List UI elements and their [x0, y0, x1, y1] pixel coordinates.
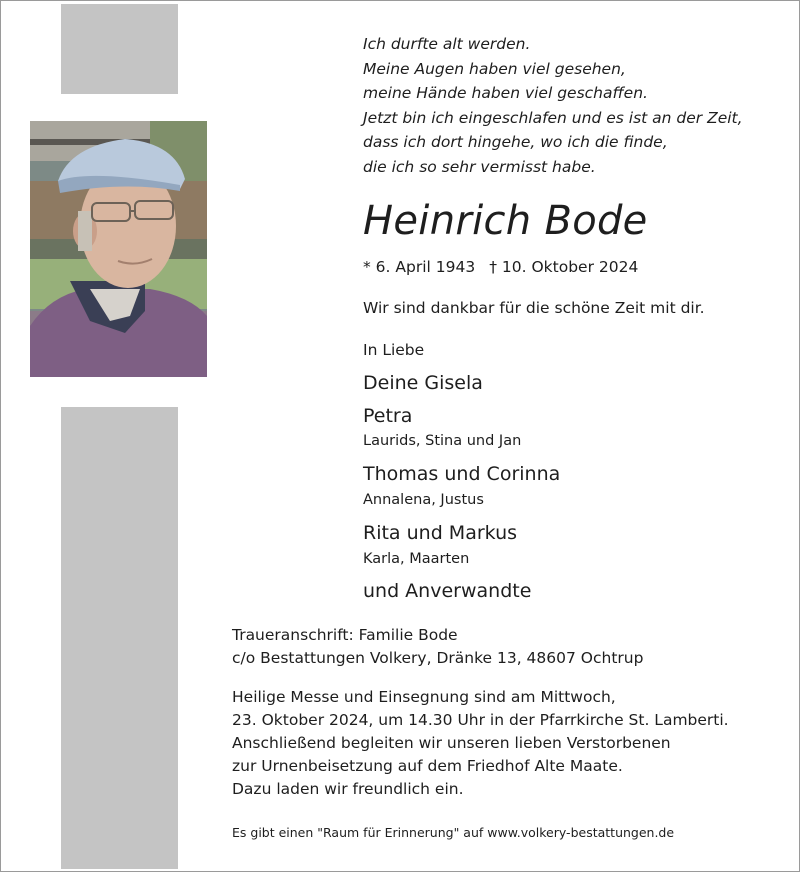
poem-line: dass ich dort hingehe, wo ich die finde,: [363, 133, 668, 151]
poem-line: meine Hände haben viel geschaffen.: [363, 84, 648, 102]
service-info: [232, 686, 729, 801]
portrait-photo: [30, 121, 207, 377]
mourner-rita-children: Karla, Maarten: [363, 551, 470, 567]
service-line: 23. Oktober 2024, um 14.30 Uhr in der Pfarrkirche St. Lamberti.: [232, 711, 729, 729]
birth-date: * 6. April 1943: [363, 258, 476, 276]
poem-line: Jetzt bin ich eingeschlafen und es ist an der Zeit,: [363, 108, 743, 127]
life-dates: [363, 256, 638, 278]
service-line: Dazu laden wir freundlich ein.: [232, 780, 464, 798]
mourner-gisela: Deine Gisela: [363, 372, 483, 394]
mourner-thomas-children: Annalena, Justus: [363, 492, 484, 508]
poem: [363, 32, 743, 179]
poem-line: Meine Augen haben viel gesehen,: [363, 59, 626, 78]
decorative-bar-top: [61, 4, 178, 94]
poem-line: Ich durfte alt werden.: [363, 35, 531, 53]
address-line: Traueranschrift: Familie Bode: [232, 626, 458, 644]
deceased-name: Heinrich Bode: [363, 198, 648, 244]
mourner-relatives: und Anverwandte: [363, 580, 532, 602]
mourner-thomas: Thomas und Corinna: [363, 463, 561, 485]
mourning-address: [232, 624, 643, 670]
mourner-petra: Petra: [363, 405, 413, 427]
service-line: Heilige Messe und Einsegnung sind am Mittwoch,: [232, 688, 616, 706]
poem-line: die ich so sehr vermisst habe.: [363, 157, 596, 176]
in-love-line: In Liebe: [363, 341, 425, 359]
address-line: c/o Bestattungen Volkery, Dränke 13, 48607 Ochtrup: [232, 649, 644, 667]
service-line: Anschließend begleiten wir unseren lieben Verstorbenen: [232, 734, 671, 752]
death-date: † 10. Oktober 2024: [489, 258, 639, 276]
footer-note: Es gibt einen "Raum für Erinnerung" auf www.volkery-bestattungen.de: [232, 825, 675, 840]
service-line: zur Urnenbeisetzung auf dem Friedhof Alte Maate.: [232, 757, 623, 775]
mourner-rita: Rita und Markus: [363, 522, 518, 544]
mourner-petra-children: Laurids, Stina und Jan: [363, 433, 522, 449]
decorative-bar-bottom: [61, 407, 178, 869]
thanks-line: Wir sind dankbar für die schöne Zeit mit dir.: [363, 299, 705, 317]
